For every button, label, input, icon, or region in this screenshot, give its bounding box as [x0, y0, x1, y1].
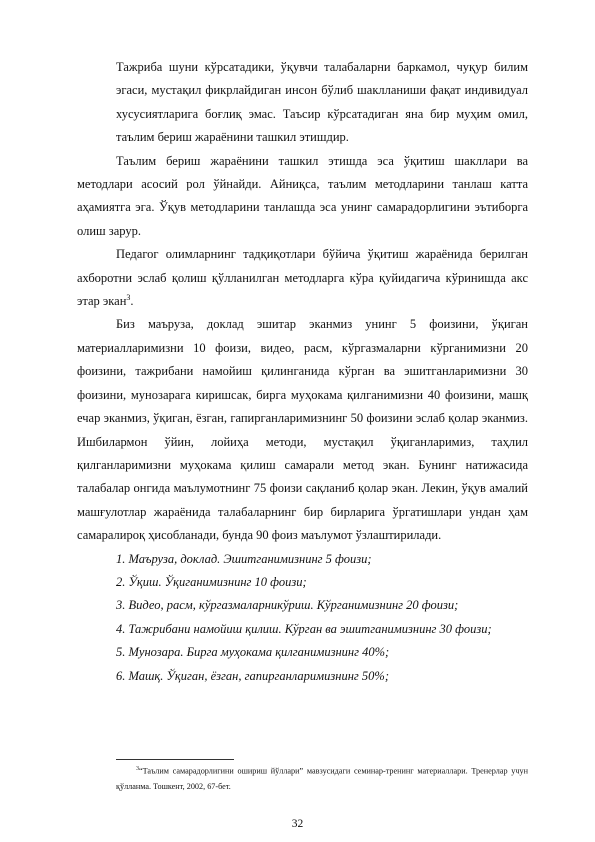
footnote-ref: 3 — [126, 292, 131, 302]
paragraph-4-text: Биз маъруза, доклад эшитар эканмиз унинг 5 фоизини, ўқиган материалларимизни 10 фоизи, видео, расм, кўргазмаларни кўрганимизни 20 фоизини, тажрибани намойиш қилинганида кўрган ва эшитганларимизни 30 фоизини, мунозарага киришсак, бирга муҳокама қилганимизни 40 фоизини, машқ ечар эканмиз, ўқиган, ёзган, гапирганларимизнинг 50 фоизини эслаб қолар эканмиз. Ишбилармон ўйин, лойиҳа методи, мустақил ўқиганларимиз, таҳлил қилганларимизни муҳокама қилиш самарали метод экан. Бунинг натижасида талабалар онгида маълумотнинг 75 фоизи сақланиб қолар экан. Лекин, ўқув амалий машғулотлар жараёнида талабаларнинг бир бирларига ўргатишлари ундан ҳам самаралироқ ҳисобланади, бунда 90 фоиз маълумот ўзлаштирилади. — [77, 317, 528, 543]
paragraph-3-end: . — [130, 294, 134, 309]
footnote-text: “Таълим самарадорлигини ошириш йўллари” мавзусидаги семинар-тренинг материаллари. Тренерлар учун қўлланма. Тошкент, 2002, 67-бет. — [116, 766, 528, 791]
footnote-number: 3 — [136, 766, 139, 772]
paragraph-1-text: Тажриба шуни кўрсатадики, ўқувчи талабаларни баркамол, чуқур билим эгаси, мустақил фикрлайдиган инсон бўлиб шаклланиши фақат индивидуал хусусиятларига боғлиқ эмас. Таъсир кўрсатадиган яна бир муҳим омил, таълим бериш жараёнини ташкил этишдир. — [116, 60, 528, 145]
list-item: 3. Видео, расм, кўргазмаларникўриш. Кўрганимизнинг 20 фоизи; — [116, 598, 459, 613]
list-item: 1. Маъруза, доклад. Эшитганимизнинг 5 фоизи; — [116, 551, 372, 566]
page-body — [77, 56, 528, 688]
page-number: 32 — [291, 818, 304, 830]
method-list — [116, 548, 528, 688]
list-item: 6. Машқ. Ўқиган, ёзган, гапирганларимизнинг 50%; — [116, 668, 389, 683]
paragraph-3-text: Педагог олимларнинг тадқиқотлари бўйича ўқитиш жараёнида берилган ахборотни эслаб қолиш қўлланилган методларга кўра қуйидагича кўринишда акс этар экан — [77, 247, 528, 309]
list-item: 5. Мунозара. Бирга муҳокама қилганимизнинг 40%; — [116, 645, 390, 660]
list-item: 2. Ўқиш. Ўқиганимизнинг 10 фоизи; — [116, 574, 307, 589]
list-item: 4. Тажрибани намойиш қилиш. Кўрган ва эшитганимизнинг 30 фоизи; — [116, 621, 492, 636]
paragraph-2 — [77, 150, 528, 244]
footnote-divider — [116, 759, 234, 760]
paragraph-4 — [77, 313, 528, 547]
paragraph-3 — [77, 243, 528, 313]
paragraph-2-text: Таълим бериш жараёнини ташкил этишда эса ўқитиш шакллари ва методлари асосий рол ўйнайди. Айниқса, таълим методларини танлаш катта аҳамиятга эга. Ўқув методларини танлашда эса унинг самарадорлигини эътиборга олиш зарур. — [77, 153, 528, 238]
footnote — [116, 762, 528, 794]
paragraph-1 — [116, 56, 528, 150]
